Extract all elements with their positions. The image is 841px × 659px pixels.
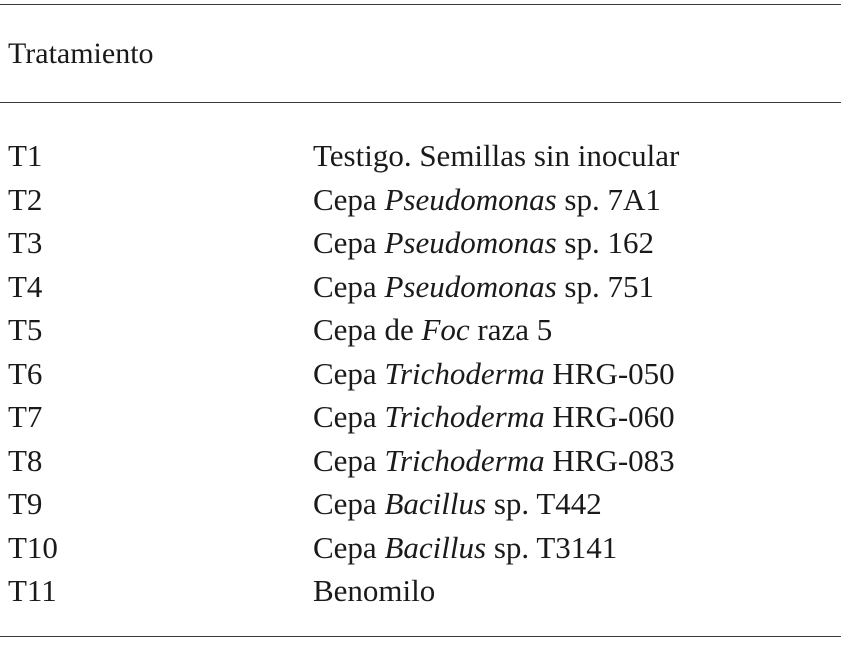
treatment-description: Cepa Trichoderma HRG-060 bbox=[313, 399, 675, 434]
table-row bbox=[0, 569, 841, 613]
treatment-code: T9 bbox=[8, 486, 43, 521]
treatment-description: Cepa Pseudomonas sp. 162 bbox=[313, 225, 654, 260]
table-top-rule bbox=[0, 4, 841, 5]
treatment-code: T2 bbox=[8, 181, 43, 217]
treatment-description: Cepa Trichoderma HRG-083 bbox=[313, 442, 675, 478]
treatment-description: Cepa Pseudomonas sp. 7A1 bbox=[313, 181, 661, 217]
treatment-description: Testigo. Semillas sin inocular bbox=[313, 138, 680, 173]
table-body bbox=[0, 134, 841, 613]
treatment-code: T10 bbox=[8, 529, 58, 565]
treatment-code: T5 bbox=[8, 312, 43, 347]
treatment-description: Cepa de Foc raza 5 bbox=[313, 312, 553, 347]
treatment-description: Cepa Bacillus sp. T3141 bbox=[313, 529, 618, 565]
treatment-code: T4 bbox=[8, 268, 43, 304]
treatment-code: T1 bbox=[8, 138, 43, 173]
table-row bbox=[0, 526, 841, 570]
table-bottom-rule bbox=[0, 636, 841, 637]
table-row bbox=[0, 352, 841, 396]
treatment-code: T6 bbox=[8, 355, 43, 391]
table-row bbox=[0, 265, 841, 309]
treatment-description: Cepa Pseudomonas sp. 751 bbox=[313, 268, 654, 304]
table-row bbox=[0, 308, 841, 352]
treatment-description: Cepa Trichoderma HRG-050 bbox=[313, 355, 675, 391]
treatment-description: Benomilo bbox=[313, 573, 436, 608]
table-row bbox=[0, 221, 841, 265]
table-row bbox=[0, 395, 841, 439]
treatment-code: T8 bbox=[8, 442, 43, 478]
table-row bbox=[0, 439, 841, 483]
table-row bbox=[0, 482, 841, 526]
table-row bbox=[0, 178, 841, 222]
table-row bbox=[0, 134, 841, 178]
treatment-code: T3 bbox=[8, 225, 43, 260]
table-header-rule bbox=[0, 102, 841, 103]
treatment-code: T7 bbox=[8, 399, 43, 434]
treatment-code: T11 bbox=[8, 573, 57, 608]
table-header-treatment: Tratamiento bbox=[8, 37, 154, 70]
treatment-description: Cepa Bacillus sp. T442 bbox=[313, 486, 602, 521]
